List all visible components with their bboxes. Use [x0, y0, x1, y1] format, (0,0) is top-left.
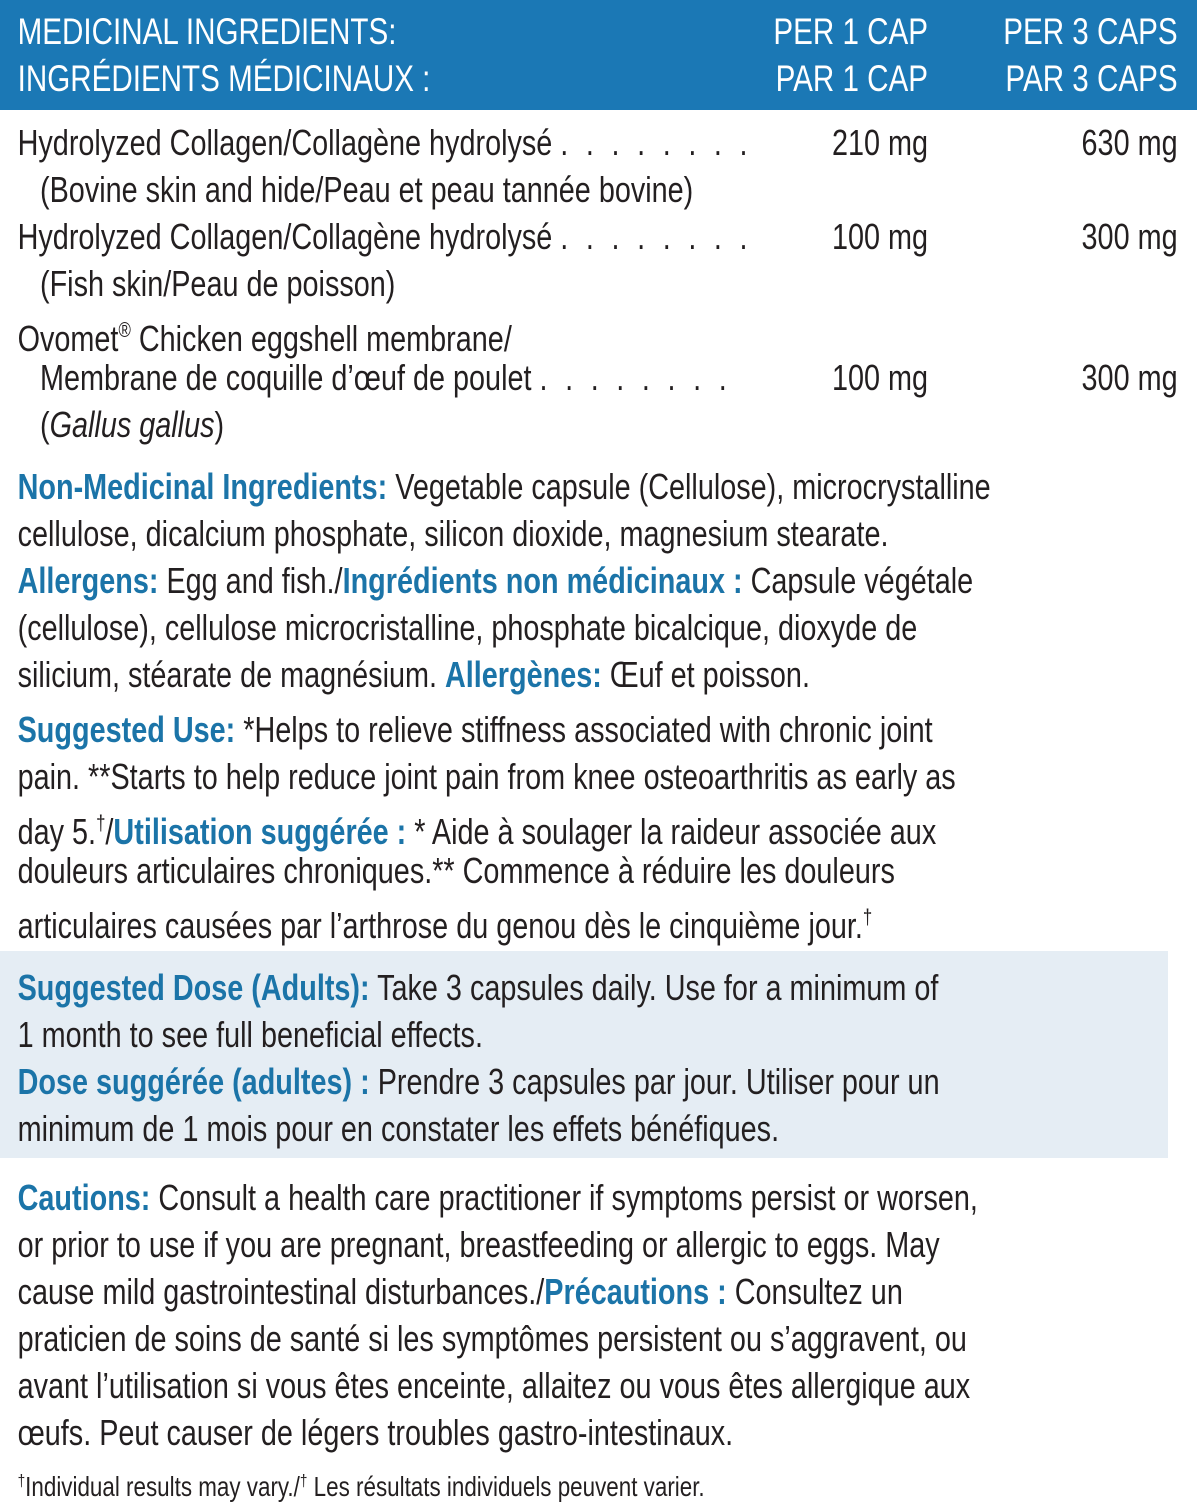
text-line [0, 706, 1197, 753]
text-run: Take 3 capsules daily. Use for a minimum of [369, 967, 939, 1008]
ingredients-table-header [0, 0, 1197, 110]
ingredient-name [18, 213, 753, 260]
text-run: cause mild gastrointestinal disturbances./ [17, 1271, 545, 1312]
ingredient-row [0, 260, 1197, 307]
leader-dots: . . . . . . . . [560, 216, 753, 257]
ingredient-row [0, 213, 1197, 260]
text-run: (Bovine skin and hide/Peau et peau tannée bovine) [40, 169, 694, 210]
amount-per-1-cap: 100 mg [831, 357, 928, 398]
text-line [0, 1315, 1197, 1362]
header-row-english [0, 8, 1197, 55]
header-medicinal-ingredients: MEDICINAL INGREDIENTS: [17, 11, 397, 52]
ingredient-name [40, 260, 395, 307]
text-run: cellulose, dicalcium phosphate, silicon dioxide, magnesium stearate. [17, 513, 889, 554]
text-run: silicium, stéarate de magnésium. [17, 654, 445, 695]
ingredient-row [0, 401, 1197, 448]
superscript-mark: † [17, 1471, 26, 1490]
text-run: day 5. [17, 811, 97, 852]
text-run: Consultez un [726, 1271, 903, 1312]
amount-per-1-cap: 100 mg [831, 216, 928, 257]
text-run: praticien de soins de santé si les symptômes persistent ou s’aggravent, ou [17, 1318, 967, 1359]
text-run: Ovomet [17, 318, 119, 359]
section-label: Suggested Dose (Adults): [17, 967, 370, 1008]
text-line [0, 463, 1197, 510]
text-line [0, 894, 1197, 946]
text-run: minimum de 1 mois pour en constater les effets bénéfiques. [17, 1108, 780, 1149]
text-run: Consult a health care practitioner if symptoms persist or worsen, [150, 1177, 978, 1218]
text-line [0, 1221, 1197, 1268]
superscript-mark: † [862, 906, 873, 929]
text-run: / [105, 811, 114, 852]
leader-dots: . . . . . . . . [539, 357, 732, 398]
text-run: œufs. Peut causer de légers troubles gastro-intestinaux. [17, 1412, 734, 1453]
section-label: Cautions: [17, 1177, 151, 1218]
footnote [0, 1464, 1197, 1511]
text-line [0, 1464, 1197, 1511]
text-line [0, 604, 1197, 651]
section-label: Suggested Use: [17, 709, 236, 750]
header-row-french [0, 55, 1197, 102]
section-label: Ingrédients non médicinaux : [342, 560, 743, 601]
text-line [0, 1268, 1197, 1315]
cautions-section [0, 1174, 1197, 1456]
header-ingredients-medicinaux: INGRÉDIENTS MÉDICINAUX : [17, 58, 431, 99]
text-run: Gallus gallus [49, 404, 215, 445]
text-run: Œuf et poisson. [601, 654, 810, 695]
text-run: Chicken eggshell membrane/ [130, 318, 512, 359]
text-line [0, 800, 1197, 852]
text-line [0, 847, 1197, 894]
header-par-3-caps: PAR 3 CAPS [1005, 58, 1178, 99]
text-run: 1 month to see full beneficial effects. [17, 1014, 483, 1055]
text-run: (cellulose), cellulose microcristalline, phosphate bicalcique, dioxyde de [17, 607, 918, 648]
ingredient-name [40, 401, 224, 448]
text-run: Capsule végétale [742, 560, 974, 601]
ingredient-row [0, 354, 1197, 401]
text-run: Membrane de coquille d’œuf de poulet [40, 357, 532, 398]
text-run: Egg and fish./ [158, 560, 343, 601]
suggested-use-section [0, 706, 1197, 946]
text-run: douleurs articulaires chroniques.** Commence à réduire les douleurs [17, 850, 895, 891]
ingredient-row [0, 166, 1197, 213]
text-line [0, 510, 1197, 557]
text-run: *Helps to relieve stiffness associated with chronic joint [235, 709, 933, 750]
section-label: Utilisation suggérée : [113, 811, 407, 852]
text-run: ) [214, 404, 225, 445]
text-line [0, 1409, 1197, 1456]
section-label: Précautions : [544, 1271, 727, 1312]
text-run: or prior to use if you are pregnant, breastfeeding or allergic to eggs. May [17, 1224, 940, 1265]
amount-per-3-caps: 300 mg [1081, 216, 1178, 257]
text-line [0, 964, 1197, 1011]
suggested-dose-section [0, 964, 1197, 1152]
leader-dots: . . . . . . . . [560, 122, 753, 163]
text-line [0, 1105, 1197, 1152]
amount-per-3-caps: 630 mg [1081, 122, 1178, 163]
superscript-mark: ® [118, 319, 131, 342]
text-run: pain. **Starts to help reduce joint pain from knee osteoarthritis as early as [17, 756, 956, 797]
ingredient-name [40, 166, 693, 213]
section-label: Allergens: [17, 560, 159, 601]
header-per-3-caps: PER 3 CAPS [1003, 11, 1178, 52]
section-label: Dose suggérée (adultes) : [17, 1061, 370, 1102]
ingredient-name [18, 119, 753, 166]
header-per-1-cap: PER 1 CAP [773, 11, 928, 52]
text-run: * Aide à soulager la raideur associée aux [406, 811, 937, 852]
section-label: Non-Medicinal Ingredients: [17, 466, 388, 507]
header-par-1-cap: PAR 1 CAP [775, 58, 928, 99]
ingredient-row [0, 119, 1197, 166]
text-line [0, 753, 1197, 800]
non-medicinal-ingredients-section [0, 463, 1197, 698]
text-run: Individual results may vary./ [25, 1471, 300, 1502]
text-line [0, 1362, 1197, 1409]
ingredient-name [40, 354, 732, 401]
text-run: Hydrolyzed Collagen/Collagène hydrolysé [17, 216, 553, 257]
text-run: Prendre 3 capsules par jour. Utiliser pour un [369, 1061, 940, 1102]
amount-per-1-cap: 210 mg [831, 122, 928, 163]
text-line [0, 557, 1197, 604]
text-run: (Fish skin/Peau de poisson) [40, 263, 396, 304]
text-line [0, 651, 1197, 698]
ingredient-row [0, 307, 1197, 359]
section-label: Allergènes: [444, 654, 602, 695]
text-run: ( [40, 404, 50, 445]
text-run: avant l’utilisation si vous êtes enceinte, allaitez ou vous êtes allergique aux [17, 1365, 971, 1406]
superscript-mark: † [96, 812, 106, 835]
text-line [0, 1174, 1197, 1221]
superscript-mark: † [299, 1471, 308, 1490]
text-run: Les résultats individuels peuvent varier. [307, 1471, 705, 1502]
text-run: articulaires causées par l’arthrose du genou dès le cinquième jour. [17, 905, 863, 946]
medicinal-ingredients-list [0, 119, 1197, 448]
text-run: Vegetable capsule (Cellulose), microcrystalline [387, 466, 991, 507]
amount-per-3-caps: 300 mg [1081, 357, 1178, 398]
text-run: Hydrolyzed Collagen/Collagène hydrolysé [17, 122, 553, 163]
text-line [0, 1058, 1197, 1105]
text-line [0, 1011, 1197, 1058]
